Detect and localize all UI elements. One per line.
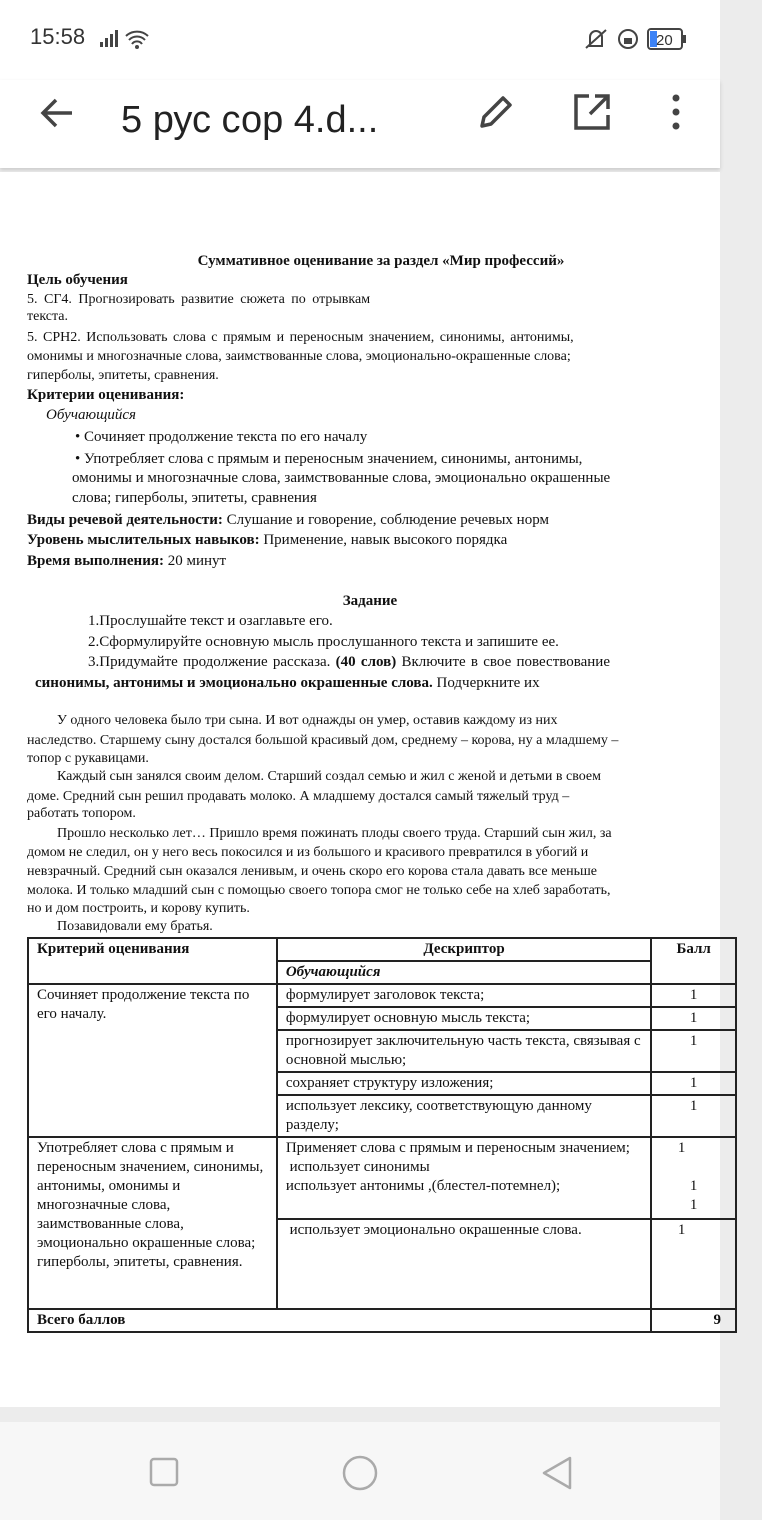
status-icons [580, 26, 690, 52]
learner-label: Обучающийся [46, 407, 137, 423]
header-score: Балл [651, 938, 736, 984]
criteria-bullet-cont: слова; гиперболы, эпитеты, сравнения [72, 490, 317, 506]
criteria-bullet-cont: омонимы и многозначные слова, заимствованные слова, эмоционально окрашенные [72, 470, 611, 486]
score-cell: 1 [651, 984, 736, 1007]
home-button-icon[interactable] [341, 1454, 379, 1492]
goal-heading: Цель обучения [27, 272, 128, 288]
story-line: У одного человека было три сына. И вот однажды он умер, оставив каждому из них [57, 713, 558, 728]
story-line: топор с рукавицами. [27, 751, 149, 766]
descriptor-cell: формулирует основную мысль текста; [277, 1007, 651, 1030]
story-line: молока. И только младший сын с помощью своего топора смог не только себе на хлеб заработать, [27, 883, 611, 898]
total-score: 9 [651, 1309, 736, 1332]
task-item: 1.Прослушайте текст и озаглавьте его. [88, 613, 333, 629]
goal-line: текста. [27, 309, 69, 324]
score-cell: 1 [651, 1007, 736, 1030]
task-heading: Задание [342, 593, 398, 609]
task-item-cont: синонимы, антонимы и эмоционально окрашенные слова. Подчеркните их [35, 675, 540, 691]
criteria-bullet: Употребляет слова с прямым и переносным значением, синонимы, антонимы, [84, 451, 583, 467]
score-cell: 1 [651, 1219, 736, 1309]
back-button-icon[interactable] [540, 1455, 574, 1491]
edit-pencil-icon[interactable] [476, 92, 516, 132]
descriptor-cell: использует лексику, соответствующую данному разделу; [277, 1095, 651, 1137]
document-page[interactable]: Суммативное оценивание за раздел «Мир профессий» Цель обучения 5. СГ4. Прогнозировать развитие сюжета по отрывкам текста. 5. СРН2. Использовать слова с прямым и переносным значением, синонимы, антонимы, омонимы и многозначные слова, заимствованные слова, эмоционально-окрашенные слова; гиперболы, эпитеты, сравнения. Критерии оценивания: Обучающийся • Сочиняет продолжение текста по его началу • Употребляет слова с прямым и переносным значением, синонимы, антонимы, омонимы и многозначные слова, заимствованные слова, эмоционально окрашенные слова; гиперболы, эпитеты, сравнения Виды речевой деятельности: Слушание и говорение, соблюдение речевых норм Уровень мыслительных навыков: Применение, навык высокого порядка Время выполнения: 20 минут Задание 1.Прослушайте текст и озаглавьте его. 2.Сформулируйте основную мысль прослушанного текста и запишите ее. 3.Придумайте продолжение рассказа. (40 слов) Включите в свое повествование синонимы, антонимы и эмоционально окрашенные слова. Подчеркните их У одного человека было три сына. И вот однажды он умер, оставив каждому из них наследство. Старшему сыну достался большой красивый дом, среднему – корова, ну а младшему – топор с рукавицами. Каждый сын занялся своим делом. Старший создал семью и жил с женой и детьми в своем доме. Средний сын решил продавать молоко. А младшему достался самый тяжелый труд – работать топором. Прошло несколько лет… Пришло время пожинать плоды своего труда. Старший сын жил, за домом не следил, он у него весь покосился и из большого и красивого превратился в убогий и невзрачный. Средний сын оказался ленивым, и очень скоро его корова стала давать все меньше молока. И только младший сын с помощью своего топора смог не только себе на хлеб заработать, но и дом построить, и корову купить. Позавидовали ему братья. Критерий оценивания Дескриптор Балл Обучающийся Сочиняет продолжение текста по его началу. формулирует заголовок текста; 1 формулирует основную мысль текста; 1 прогнозирует заключительную часть текста, связывая с основной мыслью; 1 сохраняет структуру изложения; 1 использует лексику, соответствующую данному разделу; 1 Употребляет слова с прямым и переносным значением, синонимы, антонимы, омонимы и многозначные слова, заимствованные слова, эмоционально окрашенные слова; гиперболы, эпитеты, сравнения. Применяет слова с прямым и переносным значением; использует синонимы использует антонимы ,(блестел-потемнел); 1 1 1 использует эмоционально окрашенные слова. 1 Всего баллов 9 [0, 172, 720, 1407]
story-line: наследство. Старшему сыну достался большой красивый дом, среднему – корова, ну а младшему – [27, 733, 619, 748]
descriptor-cell: прогнозирует заключительную часть текста, связывая с основной мыслью; [277, 1030, 651, 1072]
document-title: 5 рус сор 4.d... [121, 99, 379, 141]
criteria-bullet: Сочиняет продолжение текста по его началу [84, 429, 368, 445]
signal-wifi-icon [100, 28, 160, 50]
story-line: но и дом построить, и корову купить. [27, 901, 250, 916]
descriptor-cell: Применяет слова с прямым и переносным значением; использует синонимы использует антонимы ,(блестел-потемнел); [277, 1137, 651, 1219]
descriptor-cell: сохраняет структуру изложения; [277, 1072, 651, 1095]
story-line: доме. Средний сын решил продавать молоко. А младшему достался самый тяжелый труд – [27, 789, 570, 804]
score-cell: 1 [651, 1030, 736, 1072]
recents-button-icon[interactable] [149, 1457, 179, 1487]
meta-time: Время выполнения: 20 минут [27, 553, 227, 569]
more-options-icon[interactable] [668, 92, 684, 132]
total-label: Всего баллов [28, 1309, 651, 1332]
meta-activity: Виды речевой деятельности: Слушание и говорение, соблюдение речевых норм [27, 512, 549, 528]
doc-title: Суммативное оценивание за раздел «Мир профессий» [197, 253, 565, 269]
goal-line: омонимы и многозначные слова, заимствованные слова, эмоционально-окрашенные слова; [27, 349, 571, 364]
battery-level: 20 [656, 32, 673, 49]
goal-line: гиперболы, эпитеты, сравнения. [27, 368, 219, 383]
score-cell: 1 [651, 1095, 736, 1137]
criterion-cell: Сочиняет продолжение текста по его началу. [28, 984, 277, 1137]
task-item: 3.Придумайте продолжение рассказа. (40 слов) Включите в свое повествование [88, 654, 610, 670]
score-cell: 1 [651, 1072, 736, 1095]
story-line: невзрачный. Средний сын оказался ленивым, и очень скоро его корова стала давать все меньше [27, 864, 598, 879]
story-line: Позавидовали ему братья. [57, 919, 213, 934]
descriptor-cell: использует эмоционально окрашенные слова. [277, 1219, 651, 1309]
header-learner: Обучающийся [277, 961, 651, 984]
header-criterion: Критерий оценивания [28, 938, 277, 984]
status-bar [0, 0, 720, 80]
story-line: работать топором. [27, 806, 136, 821]
status-time: 15:58 [30, 24, 86, 49]
story-line: Каждый сын занялся своим делом. Старший создал семью и жил с женой и детьми в своем [57, 769, 601, 784]
criterion-cell: Употребляет слова с прямым и переносным значением, синонимы, антонимы, омонимы и многозначные слова, заимствованные слова, эмоционально окрашенные слова; гиперболы, эпитеты, сравнения. [28, 1137, 277, 1309]
header-descriptor: Дескриптор [277, 938, 651, 961]
task-item: 2.Сформулируйте основную мысль прослушанного текста и запишите ее. [88, 634, 559, 650]
meta-skills: Уровень мыслительных навыков: Применение, навык высокого порядка [27, 532, 508, 548]
open-in-new-icon[interactable] [572, 92, 612, 132]
navigation-bar [0, 1422, 720, 1520]
score-cell: 1 1 1 [651, 1137, 736, 1219]
story-line: домом не следил, он у него весь покосился и из большого и красивого превратился в убогий и [27, 845, 589, 860]
goal-line: 5. СГ4. Прогнозировать развитие сюжета по отрывкам [27, 292, 371, 307]
criteria-heading: Критерии оценивания: [27, 387, 185, 403]
back-arrow-icon[interactable] [38, 96, 76, 130]
assessment-table [27, 937, 737, 1333]
app-bar [0, 80, 720, 168]
descriptor-cell: формулирует заголовок текста; [277, 984, 651, 1007]
goal-line: 5. СРН2. Использовать слова с прямым и переносным значением, синонимы, антонимы, [27, 330, 574, 345]
story-line: Прошло несколько лет… Пришло время пожинать плоды своего труда. Старший сын жил, за [57, 826, 612, 841]
